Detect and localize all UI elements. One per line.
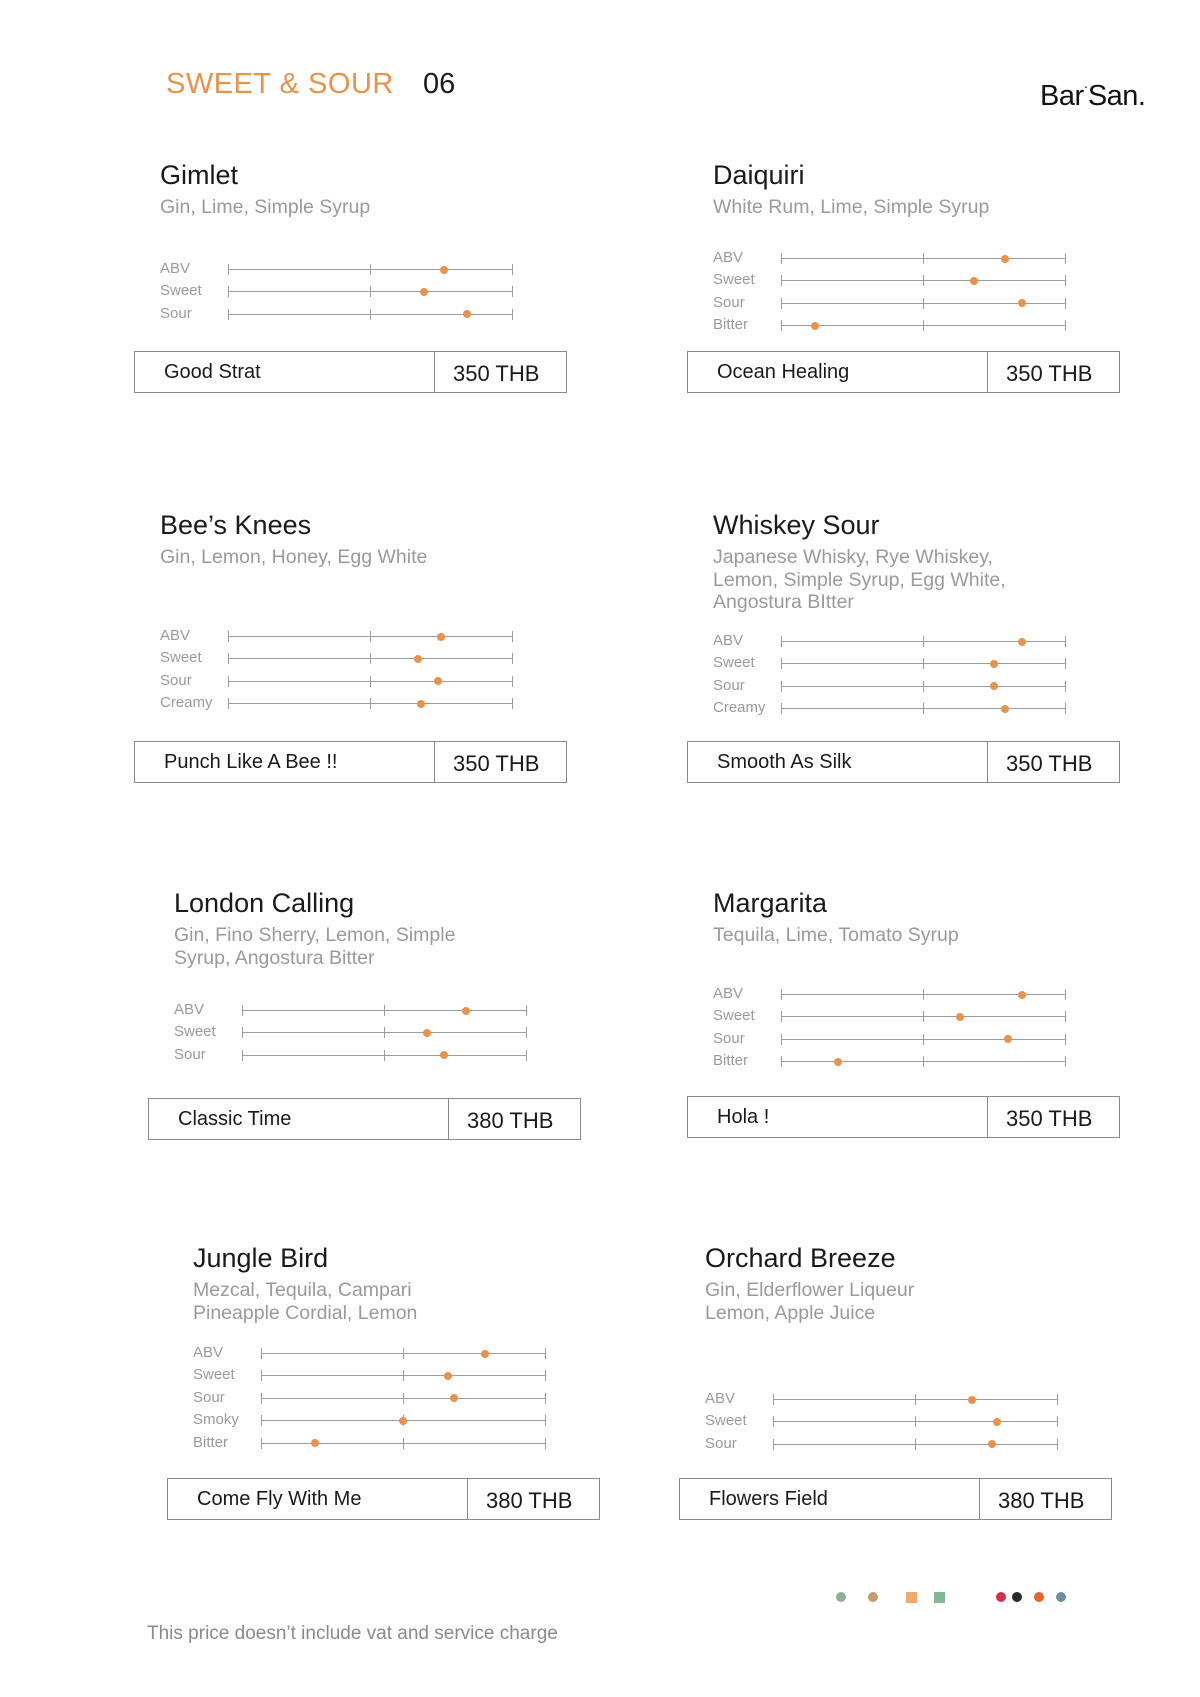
flavor-level-dot: [444, 1372, 452, 1380]
scale-tick: [781, 1011, 782, 1022]
scale-tick: [1057, 1416, 1058, 1427]
flavor-level-dot: [440, 1051, 448, 1059]
signature-name: Punch Like A Bee !!: [164, 751, 338, 773]
scale-tick: [242, 1005, 243, 1016]
flavor-level-dot: [463, 310, 471, 318]
scale-tick: [545, 1438, 546, 1449]
flavor-profile: [713, 247, 1093, 337]
scale-tick: [242, 1050, 243, 1061]
scale-tick: [526, 1005, 527, 1016]
signature-name: Flowers Field: [709, 1488, 828, 1510]
ingredient-line: Gin, Lime, Simple Syrup: [160, 196, 371, 218]
scale-tick: [781, 989, 782, 1000]
flavor-level-dot: [956, 1013, 964, 1021]
price-box: [134, 741, 567, 783]
flavor-scale: [781, 1061, 1065, 1062]
flavor-row: [174, 1021, 554, 1043]
flavor-scale: [781, 1039, 1065, 1040]
legend-dot: [836, 1592, 846, 1602]
scale-tick: [1065, 636, 1066, 647]
scale-tick: [781, 1056, 782, 1067]
scale-tick: [526, 1050, 527, 1061]
flavor-profile: [160, 625, 540, 715]
flavor-label: Sour: [705, 1434, 737, 1452]
drink-name: Margarita: [713, 888, 828, 918]
ingredient-line: White Rum, Lime, Simple Syrup: [713, 196, 990, 218]
ingredient-line: Gin, Lemon, Honey, Egg White: [160, 546, 428, 568]
price: 350 THB: [1006, 361, 1093, 386]
flavor-row: [713, 1028, 1093, 1050]
scale-tick: [781, 658, 782, 669]
scale-tick: [915, 1416, 916, 1427]
scale-tick: [403, 1438, 404, 1449]
flavor-row: [713, 630, 1093, 652]
ingredient-line: Japanese Whisky, Rye Whiskey,: [713, 546, 993, 568]
section-title: SWEET & SOUR: [166, 68, 394, 100]
flavor-level-dot: [423, 1029, 431, 1037]
page-number: 06: [423, 68, 456, 100]
color-legend: [836, 1592, 1076, 1606]
flavor-row: [193, 1387, 573, 1409]
scale-tick: [923, 681, 924, 692]
flavor-level-dot: [988, 1440, 996, 1448]
flavor-label: ABV: [174, 1001, 205, 1018]
flavor-scale: [228, 269, 512, 270]
scale-tick: [261, 1415, 262, 1426]
drink-name: London Calling: [174, 888, 355, 918]
flavor-row: [705, 1388, 1085, 1410]
scale-tick: [512, 264, 513, 275]
scale-tick: [370, 264, 371, 275]
flavor-scale: [781, 325, 1065, 326]
price-box: [679, 1478, 1112, 1520]
scale-tick: [512, 286, 513, 297]
flavor-row: [160, 303, 540, 325]
flavor-row: [713, 652, 1093, 674]
scale-tick: [384, 1005, 385, 1016]
brand-name-suffix: San.: [1087, 80, 1146, 112]
flavor-level-dot: [450, 1394, 458, 1402]
flavor-level-dot: [399, 1417, 407, 1425]
flavor-label: ABV: [705, 1390, 736, 1407]
price-divider: [448, 1099, 449, 1139]
flavor-label: Sour: [174, 1045, 206, 1063]
brand-logo: [1040, 80, 1145, 113]
flavor-label: Smoky: [193, 1411, 239, 1429]
drink-ingredients: [705, 1279, 1045, 1324]
signature-name: Good Strat: [164, 361, 261, 383]
ingredient-line: Angostura BItter: [713, 591, 854, 613]
flavor-scale: [228, 658, 512, 659]
flavor-label: Sweet: [713, 271, 755, 289]
flavor-row: [713, 1050, 1093, 1072]
flavor-label: Creamy: [160, 694, 213, 712]
scale-tick: [1065, 1056, 1066, 1067]
flavor-row: [713, 292, 1093, 314]
flavor-scale: [781, 994, 1065, 995]
flavor-level-dot: [1001, 255, 1009, 263]
ingredient-line: Gin, Fino Sherry, Lemon, Simple: [174, 924, 456, 946]
price: 350 THB: [453, 361, 540, 386]
scale-tick: [923, 298, 924, 309]
flavor-profile: [160, 258, 540, 325]
drink-name: Gimlet: [160, 160, 239, 190]
flavor-scale: [242, 1055, 526, 1056]
flavor-row: [713, 697, 1093, 719]
scale-tick: [1065, 275, 1066, 286]
flavor-row: [160, 625, 540, 647]
price-divider: [979, 1479, 980, 1519]
drink-ingredients: [160, 196, 500, 219]
scale-tick: [261, 1370, 262, 1381]
scale-tick: [781, 636, 782, 647]
scale-tick: [773, 1416, 774, 1427]
scale-tick: [512, 698, 513, 709]
flavor-scale: [781, 303, 1065, 304]
ingredient-line: Gin, Elderflower Liqueur: [705, 1279, 915, 1301]
flavor-label: Sour: [713, 293, 745, 311]
ingredient-line: Mezcal, Tequila, Campari: [193, 1279, 412, 1301]
flavor-label: Bitter: [713, 1052, 749, 1070]
scale-tick: [915, 1394, 916, 1405]
price-divider: [467, 1479, 468, 1519]
scale-tick: [923, 253, 924, 264]
drink-ingredients: [174, 924, 514, 969]
scale-tick: [1065, 703, 1066, 714]
flavor-profile: [193, 1342, 573, 1454]
legend-square: [906, 1592, 917, 1603]
price: 380 THB: [467, 1108, 554, 1133]
flavor-level-dot: [437, 633, 445, 641]
flavor-level-dot: [970, 277, 978, 285]
price-divider: [987, 1097, 988, 1137]
scale-tick: [384, 1027, 385, 1038]
drink-ingredients: [193, 1279, 533, 1324]
scale-tick: [923, 636, 924, 647]
flavor-label: Sour: [713, 676, 745, 694]
flavor-level-dot: [434, 677, 442, 685]
flavor-level-dot: [834, 1058, 842, 1066]
flavor-row: [193, 1409, 573, 1431]
flavor-level-dot: [811, 322, 819, 330]
scale-tick: [1065, 681, 1066, 692]
signature-name: Hola !: [717, 1106, 770, 1128]
flavor-row: [713, 675, 1093, 697]
scale-tick: [1057, 1394, 1058, 1405]
flavor-scale: [261, 1398, 545, 1399]
scale-tick: [384, 1050, 385, 1061]
legend-dot: [868, 1592, 878, 1602]
flavor-label: Creamy: [713, 699, 766, 717]
signature-name: Come Fly With Me: [197, 1488, 362, 1510]
brand-mark: ·: [1083, 78, 1088, 94]
scale-tick: [1065, 989, 1066, 1000]
flavor-level-dot: [968, 1396, 976, 1404]
scale-tick: [1065, 298, 1066, 309]
legend-dot: [1012, 1592, 1022, 1602]
flavor-label: ABV: [713, 632, 744, 649]
scale-tick: [915, 1439, 916, 1450]
flavor-scale: [261, 1443, 545, 1444]
flavor-row: [160, 647, 540, 669]
drink-ingredients: [713, 196, 1053, 219]
flavor-scale: [228, 314, 512, 315]
ingredient-line: Pineapple Cordial, Lemon: [193, 1301, 418, 1324]
scale-tick: [923, 1034, 924, 1045]
flavor-scale: [781, 708, 1065, 709]
scale-tick: [526, 1027, 527, 1038]
flavor-label: Sweet: [713, 654, 755, 672]
price-box: [687, 741, 1120, 783]
price: 350 THB: [1006, 1106, 1093, 1131]
flavor-level-dot: [420, 288, 428, 296]
scale-tick: [923, 1056, 924, 1067]
drink-name: Daiquiri: [713, 160, 805, 190]
drink-ingredients: [713, 924, 1053, 947]
flavor-scale: [781, 663, 1065, 664]
scale-tick: [781, 703, 782, 714]
scale-tick: [512, 653, 513, 664]
scale-tick: [370, 286, 371, 297]
flavor-label: ABV: [193, 1344, 224, 1361]
flavor-level-dot: [1004, 1035, 1012, 1043]
scale-tick: [923, 320, 924, 331]
scale-tick: [545, 1370, 546, 1381]
flavor-label: Sour: [160, 671, 192, 689]
scale-tick: [781, 275, 782, 286]
price-divider: [434, 352, 435, 392]
flavor-label: Sweet: [160, 282, 202, 300]
flavor-level-dot: [1018, 638, 1026, 646]
scale-tick: [228, 698, 229, 709]
flavor-scale: [773, 1399, 1057, 1400]
scale-tick: [545, 1348, 546, 1359]
legend-dot: [996, 1592, 1006, 1602]
flavor-scale: [781, 258, 1065, 259]
flavor-scale: [773, 1444, 1057, 1445]
scale-tick: [370, 631, 371, 642]
flavor-scale: [228, 703, 512, 704]
flavor-row: [713, 1005, 1093, 1027]
scale-tick: [923, 1011, 924, 1022]
drink-name: Orchard Breeze: [705, 1243, 896, 1273]
scale-tick: [370, 676, 371, 687]
flavor-scale: [228, 681, 512, 682]
scale-tick: [228, 264, 229, 275]
flavor-row: [713, 314, 1093, 336]
flavor-scale: [261, 1375, 545, 1376]
price-box: [687, 1096, 1120, 1138]
flavor-row: [160, 670, 540, 692]
scale-tick: [923, 658, 924, 669]
scale-tick: [1065, 1034, 1066, 1045]
scale-tick: [403, 1348, 404, 1359]
flavor-row: [160, 280, 540, 302]
scale-tick: [923, 275, 924, 286]
scale-tick: [512, 676, 513, 687]
scale-tick: [228, 309, 229, 320]
scale-tick: [228, 631, 229, 642]
scale-tick: [1065, 1011, 1066, 1022]
price: 380 THB: [486, 1488, 573, 1513]
flavor-label: Bitter: [713, 316, 749, 334]
flavor-profile: [174, 999, 554, 1066]
flavor-label: Sweet: [174, 1023, 216, 1041]
scale-tick: [545, 1393, 546, 1404]
flavor-scale: [242, 1010, 526, 1011]
flavor-level-dot: [481, 1350, 489, 1358]
flavor-row: [160, 692, 540, 714]
scale-tick: [781, 1034, 782, 1045]
signature-name: Smooth As Silk: [717, 751, 852, 773]
flavor-label: Bitter: [193, 1433, 229, 1451]
legend-square: [934, 1592, 945, 1603]
flavor-level-dot: [993, 1418, 1001, 1426]
scale-tick: [370, 653, 371, 664]
scale-tick: [545, 1415, 546, 1426]
scale-tick: [261, 1393, 262, 1404]
ingredient-line: Lemon, Simple Syrup, Egg White,: [713, 568, 1006, 591]
flavor-level-dot: [414, 655, 422, 663]
flavor-scale: [781, 1016, 1065, 1017]
flavor-level-dot: [311, 1439, 319, 1447]
signature-name: Ocean Healing: [717, 361, 850, 383]
scale-tick: [1065, 658, 1066, 669]
flavor-row: [193, 1432, 573, 1454]
price-divider: [434, 742, 435, 782]
price: 380 THB: [998, 1488, 1085, 1513]
drink-ingredients: [160, 546, 500, 569]
flavor-profile: [713, 630, 1093, 720]
flavor-label: Sour: [193, 1388, 225, 1406]
legend-dot: [1056, 1592, 1066, 1602]
ingredient-line: Lemon, Apple Juice: [705, 1301, 876, 1324]
scale-tick: [1065, 253, 1066, 264]
flavor-label: ABV: [160, 627, 191, 644]
flavor-row: [193, 1364, 573, 1386]
flavor-label: Sweet: [705, 1412, 747, 1430]
scale-tick: [261, 1438, 262, 1449]
flavor-label: ABV: [160, 260, 191, 277]
flavor-level-dot: [1018, 299, 1026, 307]
scale-tick: [512, 631, 513, 642]
footnote: This price doesn’t include vat and service charge: [147, 1623, 558, 1644]
price: 350 THB: [453, 751, 540, 776]
scale-tick: [773, 1394, 774, 1405]
flavor-row: [713, 247, 1093, 269]
scale-tick: [228, 653, 229, 664]
scale-tick: [228, 676, 229, 687]
scale-tick: [781, 298, 782, 309]
price-divider: [987, 352, 988, 392]
flavor-scale: [781, 280, 1065, 281]
scale-tick: [773, 1439, 774, 1450]
scale-tick: [781, 681, 782, 692]
scale-tick: [403, 1393, 404, 1404]
price-box: [687, 351, 1120, 393]
flavor-level-dot: [990, 660, 998, 668]
flavor-scale: [781, 686, 1065, 687]
flavor-label: Sour: [713, 1029, 745, 1047]
price-box: [167, 1478, 600, 1520]
flavor-row: [174, 1044, 554, 1066]
scale-tick: [781, 253, 782, 264]
flavor-label: ABV: [713, 985, 744, 1002]
flavor-scale: [242, 1032, 526, 1033]
scale-tick: [228, 286, 229, 297]
flavor-level-dot: [440, 266, 448, 274]
flavor-row: [713, 269, 1093, 291]
flavor-label: Sweet: [160, 649, 202, 667]
ingredient-line: Tequila, Lime, Tomato Syrup: [713, 924, 959, 946]
flavor-level-dot: [1001, 705, 1009, 713]
scale-tick: [370, 698, 371, 709]
flavor-scale: [228, 291, 512, 292]
flavor-level-dot: [462, 1007, 470, 1015]
scale-tick: [242, 1027, 243, 1038]
flavor-scale: [261, 1353, 545, 1354]
drink-name: Bee’s Knees: [160, 510, 312, 540]
drink-ingredients: [713, 546, 1053, 614]
flavor-profile: [713, 983, 1093, 1073]
signature-name: Classic Time: [178, 1108, 292, 1130]
scale-tick: [1065, 320, 1066, 331]
scale-tick: [403, 1370, 404, 1381]
drink-name: Whiskey Sour: [713, 510, 880, 540]
flavor-level-dot: [1018, 991, 1026, 999]
scale-tick: [923, 703, 924, 714]
price-box: [134, 351, 567, 393]
flavor-row: [160, 258, 540, 280]
price: 350 THB: [1006, 751, 1093, 776]
flavor-label: Sweet: [193, 1366, 235, 1384]
scale-tick: [370, 309, 371, 320]
scale-tick: [261, 1348, 262, 1359]
scale-tick: [923, 989, 924, 1000]
drink-name: Jungle Bird: [193, 1243, 329, 1273]
flavor-scale: [261, 1420, 545, 1421]
price-divider: [987, 742, 988, 782]
flavor-label: Sweet: [713, 1007, 755, 1025]
flavor-row: [705, 1433, 1085, 1455]
flavor-level-dot: [990, 682, 998, 690]
flavor-profile: [705, 1388, 1085, 1455]
flavor-row: [174, 999, 554, 1021]
flavor-scale: [228, 636, 512, 637]
flavor-row: [193, 1342, 573, 1364]
flavor-row: [705, 1410, 1085, 1432]
scale-tick: [512, 309, 513, 320]
ingredient-line: Syrup, Angostura Bitter: [174, 946, 375, 969]
legend-dot: [1034, 1592, 1044, 1602]
scale-tick: [781, 320, 782, 331]
brand-name: Bar: [1040, 80, 1084, 112]
scale-tick: [1057, 1439, 1058, 1450]
flavor-level-dot: [417, 700, 425, 708]
price-box: [148, 1098, 581, 1140]
flavor-scale: [781, 641, 1065, 642]
flavor-scale: [773, 1421, 1057, 1422]
flavor-label: Sour: [160, 304, 192, 322]
flavor-label: ABV: [713, 249, 744, 266]
flavor-row: [713, 983, 1093, 1005]
